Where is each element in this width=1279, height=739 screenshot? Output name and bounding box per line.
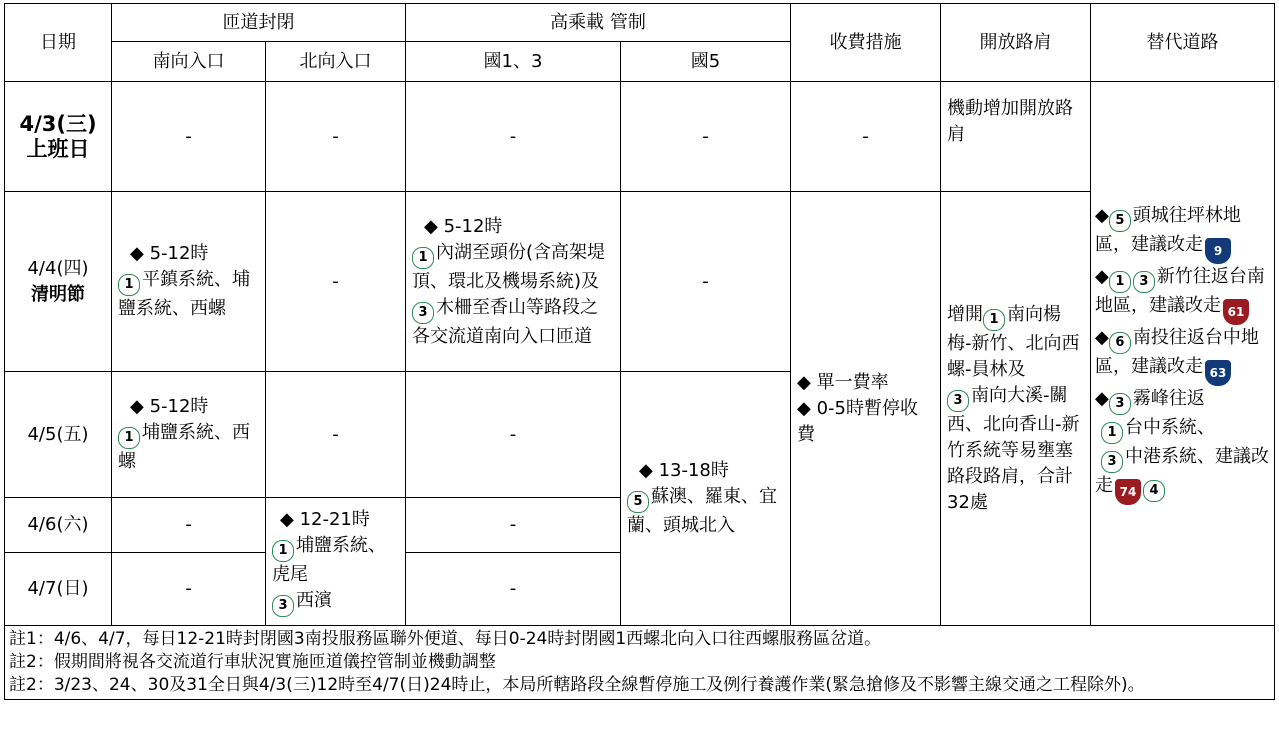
- toll-item-2: ◆ 0-5時暫停收費: [797, 397, 918, 445]
- cell-shoulder-holiday: [941, 192, 1091, 626]
- alt-item-3: [1095, 325, 1270, 386]
- header-ramp-south: 南向入口: [112, 42, 266, 82]
- alt-item-1: [1095, 203, 1270, 264]
- closure-list: 平鎮系統、埔鹽系統、西螺: [118, 269, 250, 319]
- freeway-3-icon: 3: [1101, 451, 1123, 473]
- freeway-1-icon: 1: [1101, 422, 1123, 444]
- provincial-74-icon: 74: [1115, 479, 1141, 505]
- cell-hov13-0406: -: [406, 498, 621, 553]
- alt-text-1: 頭城往坪林地區，建議改走: [1095, 204, 1241, 255]
- row-date-0405: 4/5(五): [5, 372, 112, 498]
- shoulder-text-c: 南向大溪-關西、北向香山-新竹系統等易壅塞路段路肩，合計32處: [947, 384, 1080, 513]
- time-label: ◆ 5-12時: [424, 215, 503, 237]
- closure-text: [272, 588, 399, 617]
- row-date-0406: 4/6(六): [5, 498, 112, 553]
- freeway-1-icon: 1: [1109, 271, 1131, 293]
- hov5-text: [627, 484, 784, 539]
- header-alternative: 替代道路: [1091, 4, 1275, 82]
- freeway-3-icon: 3: [1133, 271, 1155, 293]
- cell-toll-holiday: [791, 192, 941, 626]
- hov-text-b: 木柵至香山等路段之各交流道南向入口匝道: [412, 296, 598, 347]
- closure-list: 西濱: [296, 589, 332, 611]
- shoulder-text-a: 增開: [947, 303, 984, 325]
- header-ramp-closure: 匝道封閉: [112, 4, 406, 42]
- alt-item-2: [1095, 264, 1270, 325]
- freeway-6-icon: 6: [1109, 332, 1131, 354]
- cell-north-0404: -: [266, 192, 406, 372]
- freeway-3-icon: 3: [947, 390, 969, 412]
- alt-text-4: 霧峰往返: [1132, 387, 1205, 409]
- cell-north-0405: -: [266, 372, 406, 498]
- cell-hov5-0404: -: [621, 192, 791, 372]
- alt-item-4: [1095, 386, 1270, 505]
- header-toll: 收費措施: [791, 4, 941, 82]
- time-label: ◆ 12-21時: [280, 508, 370, 530]
- cell-south-0405: [112, 372, 266, 498]
- note-3: 註2：3/23、24、30及31全日與4/3(三)12時至4/7(日)24時止，本局所轄路段全線暫停施工及例行養護作業(緊急搶修及不影響主線交通之工程除外)。: [9, 675, 1145, 695]
- day-label: 清明節: [31, 283, 85, 305]
- diamond-icon: ◆: [1095, 204, 1109, 226]
- row-date-0407: 4/7(日): [5, 553, 112, 626]
- time-label: ◆ 5-12時: [130, 243, 209, 264]
- alt-text-5: 台中系統、: [1125, 416, 1216, 438]
- header-hov: 高乘載 管制: [406, 4, 791, 42]
- note-2: 註2：假期間將視各交流道行車狀況實施匝道儀控管制並機動調整: [9, 652, 496, 672]
- closure-text: [118, 267, 259, 322]
- diamond-icon: ◆: [1095, 387, 1109, 409]
- hov-text: [412, 240, 614, 350]
- toll-item-1: ◆ 單一費率: [797, 371, 889, 393]
- cell-shoulder-0403: 機動增加開放路肩: [941, 82, 1091, 192]
- cell-south-0403: -: [112, 82, 266, 192]
- alt-text-2: 新竹往返台南地區，建議改走: [1095, 265, 1265, 316]
- freeway-3-icon: 3: [272, 595, 294, 617]
- cell-hov13-0404: [406, 192, 621, 372]
- freeway-3-icon: 3: [1109, 393, 1131, 415]
- traffic-control-table: [4, 3, 1275, 700]
- freeway-1-icon: 1: [118, 274, 140, 296]
- header-hov-1-3: 國1、3: [406, 42, 621, 82]
- cell-alternative-routes: [1091, 82, 1275, 626]
- hov-text-a: 內湖至頭份(含高架堤頂、環北及機場系統)及: [412, 241, 606, 292]
- cell-north-0403: -: [266, 82, 406, 192]
- cell-hov5-0405-0407: [621, 372, 791, 626]
- row-date-0404: [5, 192, 112, 372]
- closure-text: [118, 420, 259, 475]
- freeway-1-icon: 1: [118, 427, 140, 449]
- freeway-4-icon: 4: [1143, 480, 1165, 502]
- cell-toll-0403: -: [791, 82, 941, 192]
- diamond-icon: ◆: [1095, 265, 1109, 287]
- cell-hov13-0405: -: [406, 372, 621, 498]
- provincial-61-icon: 61: [1223, 299, 1249, 325]
- date-label: 4/4(四): [27, 257, 89, 279]
- shoulder-text-b: 南向楊梅-新竹、北向西螺-員林及: [947, 303, 1080, 380]
- freeway-5-icon: 5: [627, 491, 649, 513]
- header-shoulder: 開放路肩: [941, 4, 1091, 82]
- traffic-control-table-container: [4, 3, 1274, 735]
- header-hov-5: 國5: [621, 42, 791, 82]
- row-date-0403: [5, 82, 112, 192]
- alt-text-6: 中港系統、建議改走: [1095, 445, 1270, 496]
- closure-text: [272, 533, 399, 588]
- freeway-5-icon: 5: [1109, 210, 1131, 232]
- freeway-3-icon: 3: [412, 302, 434, 324]
- cell-hov13-0407: -: [406, 553, 621, 626]
- date-label: 4/3(三): [19, 111, 97, 136]
- provincial-63-icon: 63: [1205, 360, 1231, 386]
- cell-south-0404: [112, 192, 266, 372]
- cell-hov5-0403: -: [621, 82, 791, 192]
- diamond-icon: ◆: [1095, 326, 1109, 348]
- freeway-1-icon: 1: [272, 540, 294, 562]
- cell-south-0407: -: [112, 553, 266, 626]
- time-label: ◆ 5-12時: [130, 396, 209, 417]
- freeway-1-icon: 1: [983, 309, 1005, 331]
- header-ramp-north: 北向入口: [266, 42, 406, 82]
- alt-text-3: 南投往返台中地區，建議改走: [1095, 326, 1259, 377]
- header-date: 日期: [5, 4, 112, 82]
- provincial-9-icon: 9: [1205, 238, 1231, 264]
- closure-list: 埔鹽系統、虎尾: [272, 534, 386, 585]
- note-1: 註1：4/6、4/7，每日12-21時封閉國3南投服務區聯外便道、每日0-24時封閉國1西螺北向入口往西螺服務區岔道。: [9, 629, 882, 649]
- closure-list: 埔鹽系統、西螺: [118, 422, 250, 472]
- time-label: ◆ 13-18時: [639, 460, 729, 481]
- day-label: 上班日: [26, 136, 90, 161]
- hov5-list: 蘇澳、羅東、宜蘭、頭城北入: [627, 486, 777, 536]
- freeway-1-icon: 1: [412, 247, 434, 269]
- cell-north-0406-0407: [266, 498, 406, 626]
- cell-hov13-0403: -: [406, 82, 621, 192]
- cell-south-0406: -: [112, 498, 266, 553]
- notes-cell: [5, 626, 1275, 700]
